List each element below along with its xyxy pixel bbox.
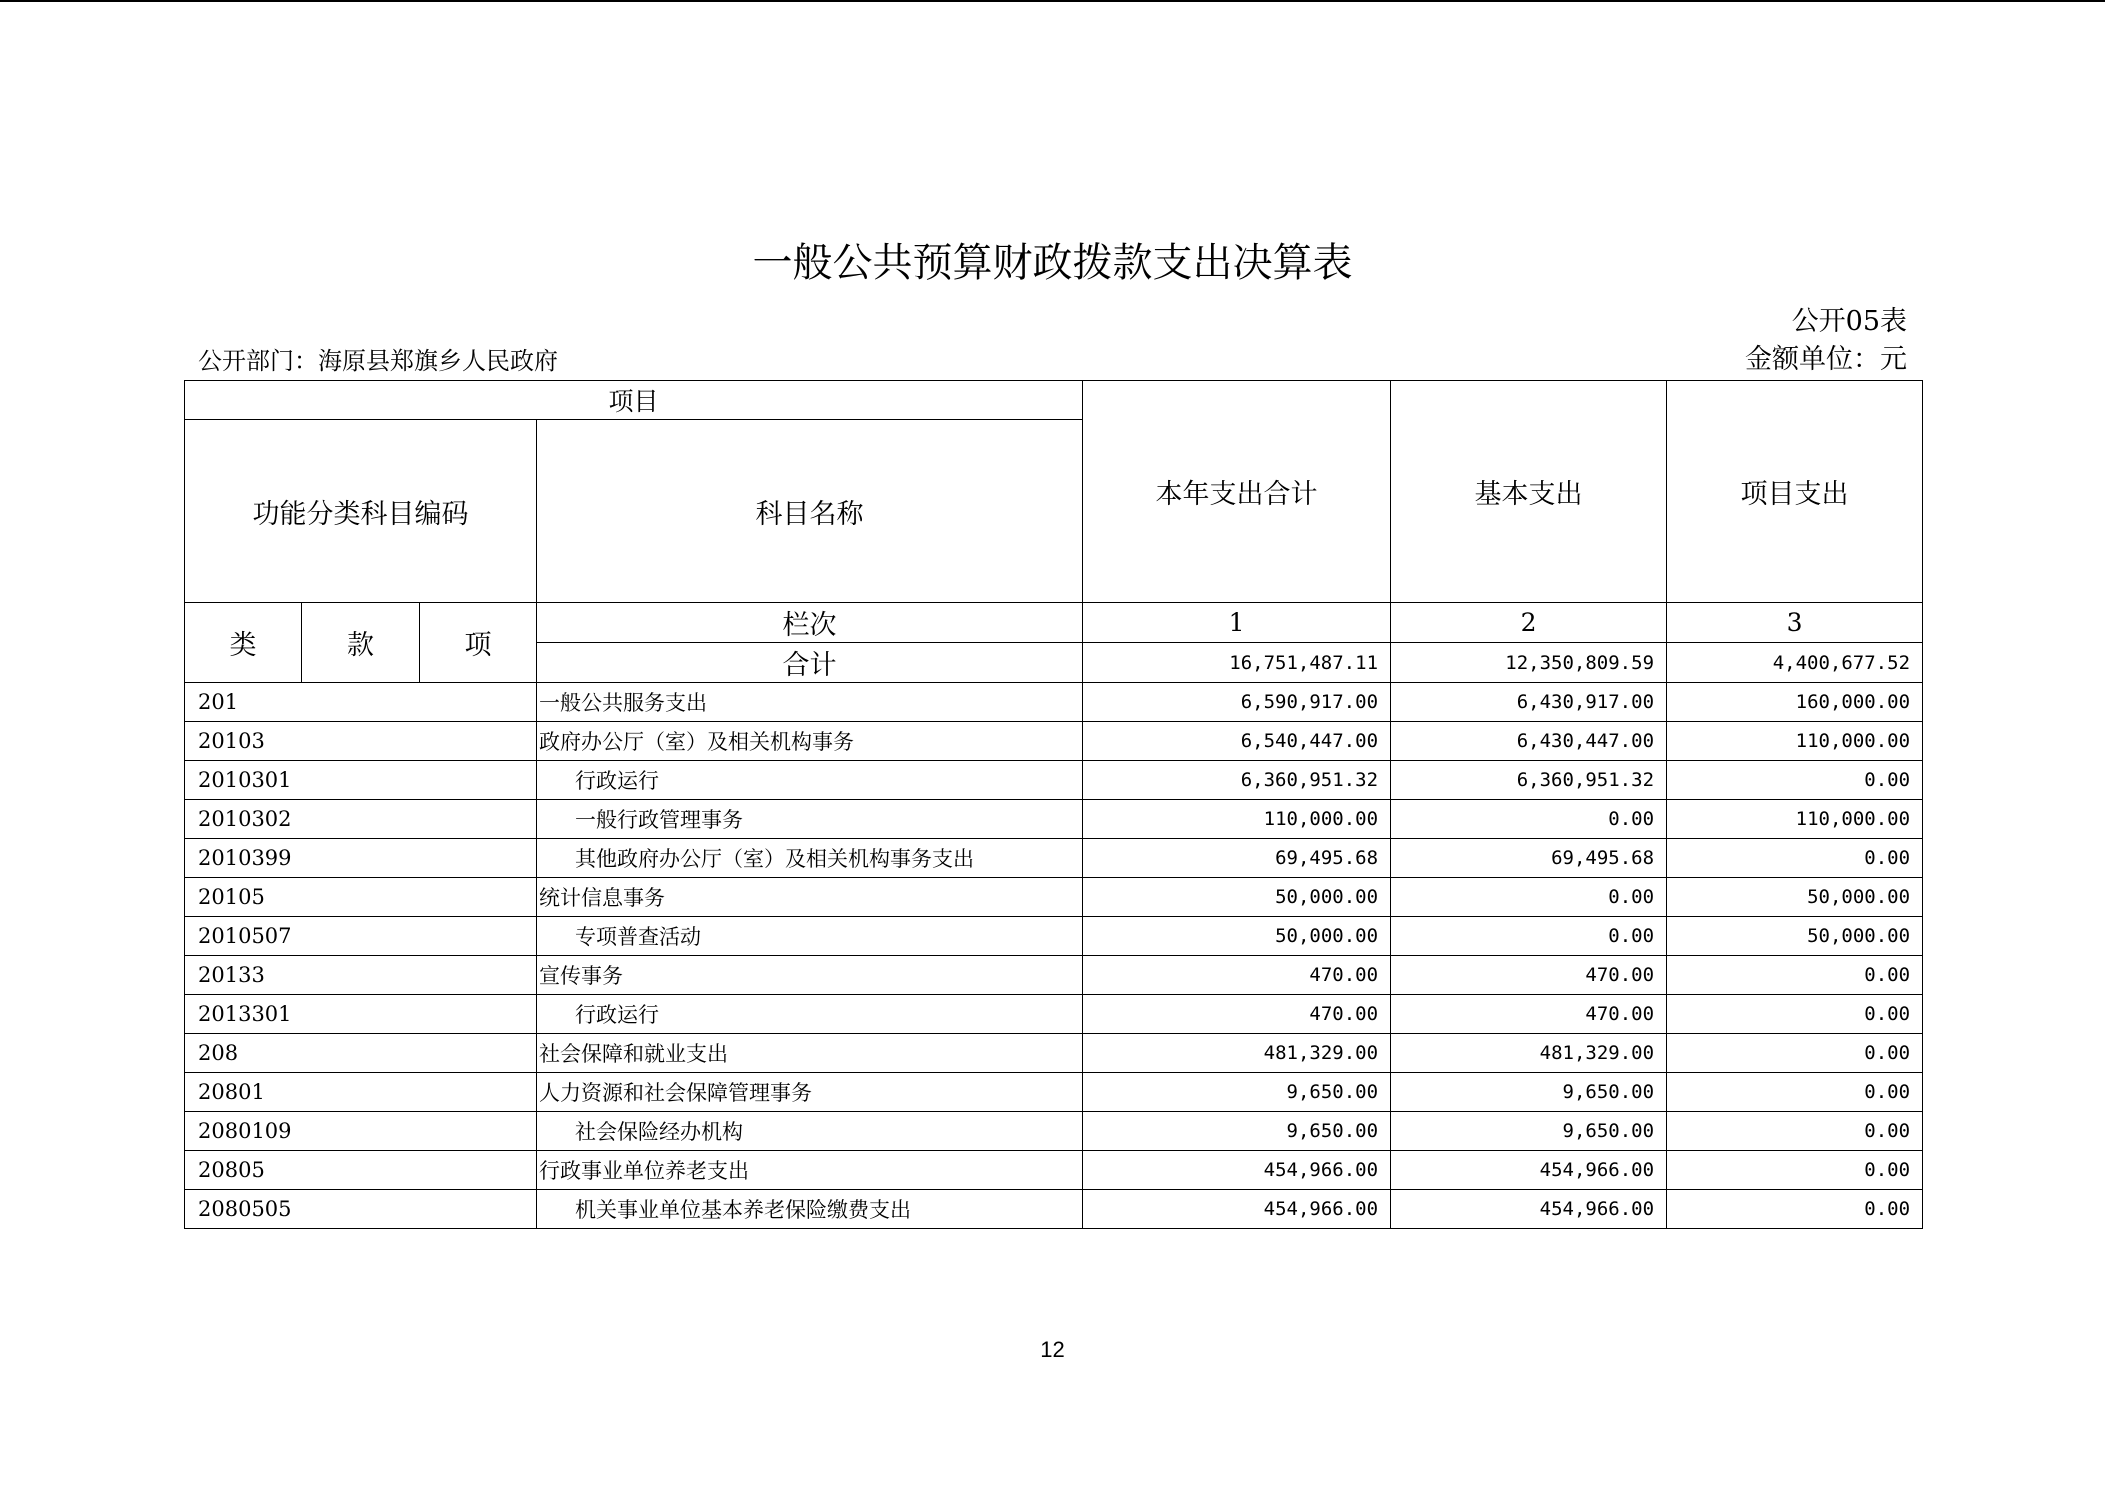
lei-header: 类: [185, 603, 302, 683]
subject-name-header: 科目名称: [537, 420, 1083, 603]
table-row: [185, 683, 1923, 722]
row-project: 50,000.00: [1667, 917, 1923, 956]
form-number: 公开05表: [1791, 306, 1907, 337]
row-total: 470.00: [1083, 995, 1391, 1034]
row-basic: 454,966.00: [1391, 1151, 1667, 1190]
row-project: 110,000.00: [1667, 722, 1923, 761]
row-total: 470.00: [1083, 956, 1391, 995]
table-row: [185, 1190, 1923, 1229]
row-code: 20805: [185, 1151, 537, 1190]
column-order-label: 栏次: [537, 603, 1083, 643]
row-subject-name: 机关事业单位基本养老保险缴费支出: [537, 1190, 1083, 1229]
row-subject-name: 其他政府办公厅（室）及相关机构事务支出: [537, 839, 1083, 878]
table-row: [185, 1151, 1923, 1190]
row-basic: 0.00: [1391, 800, 1667, 839]
table-row: [185, 761, 1923, 800]
row-basic: 6,430,447.00: [1391, 722, 1667, 761]
row-total: 69,495.68: [1083, 839, 1391, 878]
function-code-header: 功能分类科目编码: [185, 420, 537, 603]
xiang-header: 项: [420, 603, 537, 683]
row-subject-name: 宣传事务: [537, 956, 1083, 995]
row-subject-name: 人力资源和社会保障管理事务: [537, 1073, 1083, 1112]
row-project: 0.00: [1667, 839, 1923, 878]
row-project: 110,000.00: [1667, 800, 1923, 839]
project-header: 项目: [185, 381, 1083, 420]
row-basic: 6,360,951.32: [1391, 761, 1667, 800]
row-basic: 454,966.00: [1391, 1190, 1667, 1229]
page-title: 一般公共预算财政拨款支出决算表: [752, 240, 1353, 286]
row-subject-name: 政府办公厅（室）及相关机构事务: [537, 722, 1083, 761]
row-basic: 6,430,917.00: [1391, 683, 1667, 722]
row-code: 2010507: [185, 917, 537, 956]
row-subject-name: 社会保障和就业支出: [537, 1034, 1083, 1073]
column-number-3: 3: [1667, 603, 1923, 643]
row-basic: 9,650.00: [1391, 1112, 1667, 1151]
row-code: 2080109: [185, 1112, 537, 1151]
table-row: [185, 839, 1923, 878]
row-project: 0.00: [1667, 1190, 1923, 1229]
total-row-project: 4,400,677.52: [1667, 643, 1923, 683]
total-expenditure-header: 本年支出合计: [1083, 381, 1391, 603]
column-number-1: 1: [1083, 603, 1391, 643]
amount-unit-label: 金额单位：元: [1745, 344, 1907, 375]
row-basic: 470.00: [1391, 956, 1667, 995]
row-code: 2010302: [185, 800, 537, 839]
row-total: 50,000.00: [1083, 917, 1391, 956]
row-project: 0.00: [1667, 1112, 1923, 1151]
top-rule: [0, 0, 2105, 2]
page-number: 12: [1040, 1337, 1065, 1362]
row-subject-name: 一般公共服务支出: [537, 683, 1083, 722]
column-number-2: 2: [1391, 603, 1667, 643]
table-row: [185, 722, 1923, 761]
row-project: 0.00: [1667, 956, 1923, 995]
row-project: 0.00: [1667, 1034, 1923, 1073]
table-row: [185, 1073, 1923, 1112]
table-row: [185, 956, 1923, 995]
row-subject-name: 统计信息事务: [537, 878, 1083, 917]
table-row: [185, 800, 1923, 839]
table-row: [185, 1034, 1923, 1073]
row-subject-name: 行政运行: [537, 761, 1083, 800]
row-project: 0.00: [1667, 995, 1923, 1034]
table-row: [185, 917, 1923, 956]
row-basic: 0.00: [1391, 917, 1667, 956]
row-basic: 470.00: [1391, 995, 1667, 1034]
row-total: 50,000.00: [1083, 878, 1391, 917]
row-code: 20103: [185, 722, 537, 761]
row-total: 481,329.00: [1083, 1034, 1391, 1073]
row-basic: 481,329.00: [1391, 1034, 1667, 1073]
row-total: 6,590,917.00: [1083, 683, 1391, 722]
row-code: 2080505: [185, 1190, 537, 1229]
total-row-label: 合计: [537, 643, 1083, 683]
row-subject-name: 专项普查活动: [537, 917, 1083, 956]
table-row: [185, 1112, 1923, 1151]
row-project: 160,000.00: [1667, 683, 1923, 722]
row-subject-name: 行政运行: [537, 995, 1083, 1034]
row-code: 2013301: [185, 995, 537, 1034]
table-row: [185, 995, 1923, 1034]
project-expenditure-header: 项目支出: [1667, 381, 1923, 603]
row-subject-name: 行政事业单位养老支出: [537, 1151, 1083, 1190]
row-code: 20105: [185, 878, 537, 917]
row-total: 110,000.00: [1083, 800, 1391, 839]
total-row-total: 16,751,487.11: [1083, 643, 1391, 683]
kuan-header: 款: [302, 603, 420, 683]
row-total: 454,966.00: [1083, 1151, 1391, 1190]
row-basic: 69,495.68: [1391, 839, 1667, 878]
row-project: 0.00: [1667, 1151, 1923, 1190]
department-label: 公开部门：海原县郑旗乡人民政府: [198, 347, 558, 375]
row-basic: 9,650.00: [1391, 1073, 1667, 1112]
row-basic: 0.00: [1391, 878, 1667, 917]
basic-expenditure-header: 基本支出: [1391, 381, 1667, 603]
row-total: 454,966.00: [1083, 1190, 1391, 1229]
row-code: 20133: [185, 956, 537, 995]
row-code: 2010301: [185, 761, 537, 800]
table-row: [185, 878, 1923, 917]
row-project: 0.00: [1667, 761, 1923, 800]
row-subject-name: 社会保险经办机构: [537, 1112, 1083, 1151]
row-project: 50,000.00: [1667, 878, 1923, 917]
row-code: 2010399: [185, 839, 537, 878]
row-project: 0.00: [1667, 1073, 1923, 1112]
row-total: 9,650.00: [1083, 1073, 1391, 1112]
row-total: 6,540,447.00: [1083, 722, 1391, 761]
row-total: 9,650.00: [1083, 1112, 1391, 1151]
total-row-basic: 12,350,809.59: [1391, 643, 1667, 683]
row-subject-name: 一般行政管理事务: [537, 800, 1083, 839]
row-total: 6,360,951.32: [1083, 761, 1391, 800]
row-code: 208: [185, 1034, 537, 1073]
row-code: 201: [185, 683, 537, 722]
row-code: 20801: [185, 1073, 537, 1112]
expenditure-table: [184, 380, 1923, 1229]
